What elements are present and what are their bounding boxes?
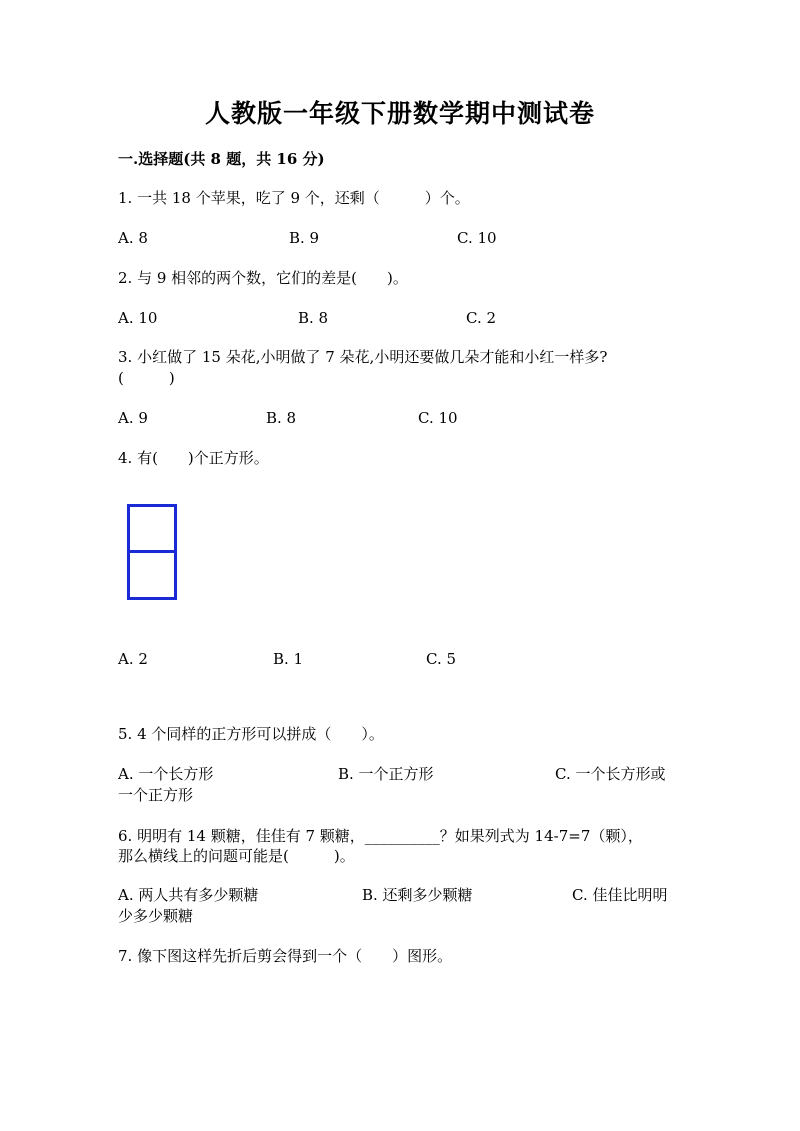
question-4-option-c: C. 5 xyxy=(426,650,457,668)
question-1-option-c: C. 10 xyxy=(457,229,497,247)
question-3-option-a: A. 9 xyxy=(118,409,148,427)
question-6-option-b: B. 还剩多少颗糖 xyxy=(362,886,473,904)
question-6-option-c-cont: 少多少颗糖 xyxy=(118,907,194,925)
question-4-stem: 4. 有( )个正方形。 xyxy=(118,449,269,467)
question-4-option-a: A. 2 xyxy=(118,650,148,668)
question-5-option-b: B. 一个正方形 xyxy=(338,765,434,783)
question-2-option-a: A. 10 xyxy=(118,309,158,327)
question-3-stem: 3. 小红做了 15 朵花,小明做了 7 朵花,小明还要做几朵才能和小红一样多? xyxy=(118,348,608,366)
question-3-option-b: B. 8 xyxy=(266,409,297,427)
question-1-option-b: B. 9 xyxy=(289,229,320,247)
question-3-option-c: C. 10 xyxy=(418,409,458,427)
question-1-option-a: A. 8 xyxy=(118,229,148,247)
question-5-option-c: C. 一个长方形或 xyxy=(555,765,666,783)
figure-top-square xyxy=(129,506,176,552)
question-6-stem: 6. 明明有 14 颗糖，佳佳有 7 颗糖，__________？如果列式为 14-7=7（颗）， xyxy=(118,827,643,845)
question-5-option-c-cont: 一个正方形 xyxy=(118,786,194,804)
question-5-stem: 5. 4 个同样的正方形可以拼成（ ）。 xyxy=(118,725,384,743)
question-6-stem-cont: 那么横线上的问题可能是( )。 xyxy=(118,847,355,865)
question-3-answer-blank: ( ) xyxy=(118,369,175,387)
two-squares-figure xyxy=(127,504,177,600)
figure-bottom-square xyxy=(129,552,176,599)
question-2-option-b: B. 8 xyxy=(298,309,329,327)
question-2-option-c: C. 2 xyxy=(466,309,497,327)
question-6-option-a: A. 两人共有多少颗糖 xyxy=(118,886,259,904)
question-5-option-a: A. 一个长方形 xyxy=(118,765,214,783)
question-6-option-c: C. 佳佳比明明 xyxy=(572,886,668,904)
section-heading: 一.选择题(共 8 题，共 16 分) xyxy=(118,150,325,168)
question-2-stem: 2. 与 9 相邻的两个数，它们的差是( )。 xyxy=(118,269,408,287)
question-1-stem: 1. 一共 18 个苹果，吃了 9 个，还剩（ ）个。 xyxy=(118,189,470,207)
question-7-stem: 7. 像下图这样先折后剪会得到一个（ ）图形。 xyxy=(118,947,453,965)
page-title: 人教版一年级下册数学期中测试卷 xyxy=(204,99,595,128)
question-4-option-b: B. 1 xyxy=(273,650,304,668)
